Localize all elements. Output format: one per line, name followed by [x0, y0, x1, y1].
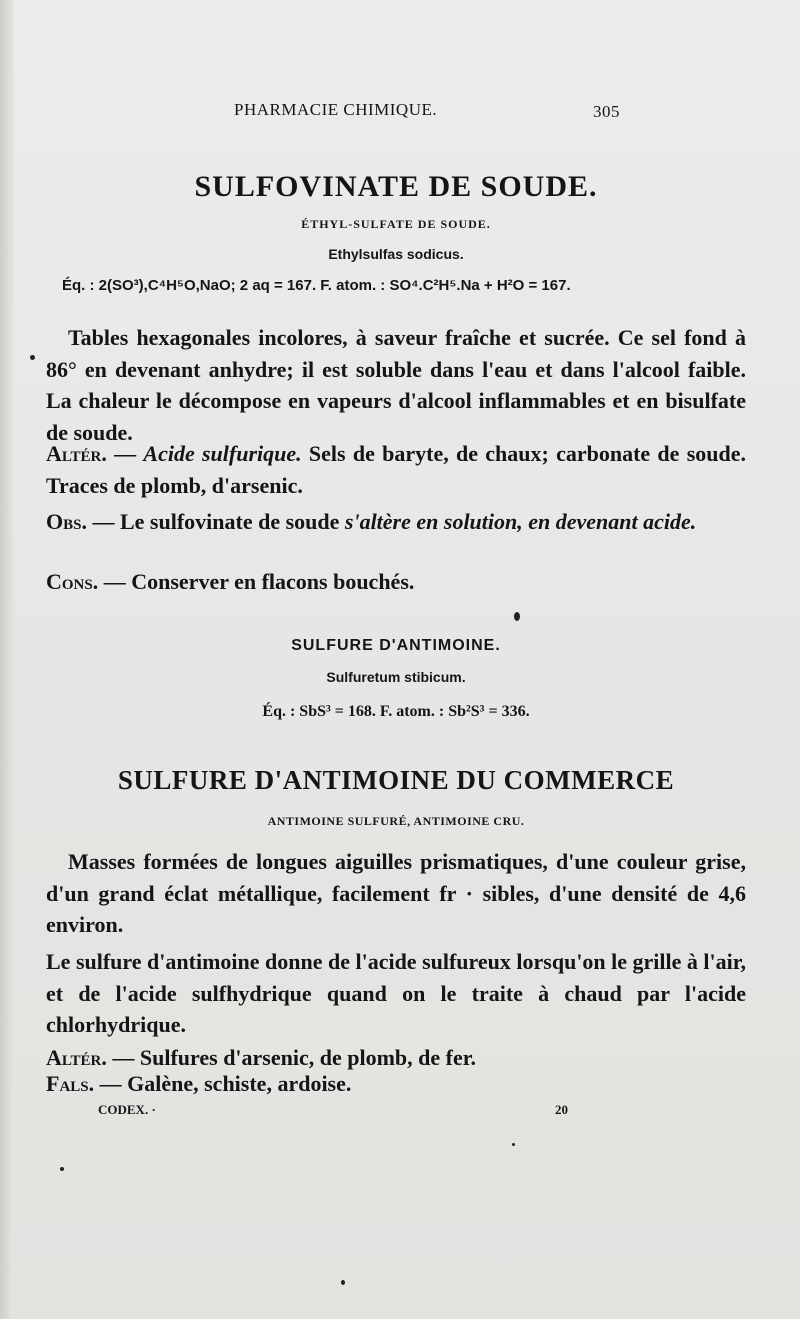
paragraph-description-sulfovinate: Tables hexagonales incolores, à saveur fraîche et sucrée. Ce sel fond à 86° en devenant anhydre; il est soluble dans l'eau et dans l'alcool faible. La chaleur le décompose en vapeurs d'alcool inflammables et en bisulfate de soude. [46, 325, 746, 445]
ink-speck [30, 355, 35, 360]
ink-speck [512, 1143, 515, 1146]
obs-label: Obs. [46, 509, 87, 534]
alter-label-antimoine: Altér. [46, 1045, 107, 1070]
section-title-antimoine-commerce: SULFURE D'ANTIMOINE DU COMMERCE [117, 765, 675, 795]
paragraph-observation [46, 506, 746, 538]
page-number: 305 [593, 102, 620, 121]
page-edge-shadow [0, 0, 14, 1319]
equation-sulfovinate: Éq. : 2(SO³),C⁴H⁵O,NaO; 2 aq = 167. F. atom. : SO⁴.C²H⁵.Na + H²O = 167. [62, 277, 571, 294]
section-subtitle-sulfovinate: ÉTHYL-SULFATE DE SOUDE. [301, 217, 491, 231]
signature-mark: CODEX. · [98, 1102, 156, 1117]
running-head-title: PHARMACIE CHIMIQUE. [234, 100, 438, 119]
cons-text: — Conserver en flacons bouchés. [98, 569, 415, 594]
sheet-number: 20 [555, 1102, 568, 1117]
page-footer [46, 1102, 746, 1122]
ink-speck [341, 1280, 345, 1285]
obs-text: — Le sulfovinate de soude [86, 509, 345, 534]
ink-speck [514, 612, 520, 621]
paragraph-description-antimoine: Masses formées de longues aiguilles prismatiques, d'une couleur grise, d'un grand éclat métallique, facilement fr · sibles, d'une densité de 4,6 environ. [46, 849, 746, 937]
paragraph-reaction-antimoine: Le sulfure d'antimoine donne de l'acide sulfureux lorsqu'on le grille à l'air, et de l'acide sulfhydrique quand on le traite à chaud par l'acide chlorhydrique. [46, 949, 746, 1037]
cons-label: Cons. [46, 569, 99, 594]
section-subtitle-antimoine-commerce: ANTIMOINE SULFURÉ, ANTIMOINE CRU. [267, 814, 525, 828]
paragraph-conservation [46, 566, 746, 598]
equation-sulfure-antimoine: Éq. : SbS³ = 168. F. atom. : Sb²S³ = 336. [262, 703, 530, 720]
latin-name-sulfovinate: Ethylsulfas sodicus. [328, 246, 464, 262]
obs-italic: s'altère en solution, en devenant acide. [344, 509, 697, 534]
paragraph-alteration-sulfovinate [46, 438, 746, 501]
fals-label: Fals. [46, 1071, 95, 1096]
alter-dash: — [106, 441, 144, 466]
alter-italic: Acide sulfurique. [143, 441, 302, 466]
fals-text: — Galène, schiste, ardoise. [94, 1071, 352, 1096]
alter-label: Altér. [46, 441, 107, 466]
paragraph-falsification-antimoine [46, 1068, 746, 1100]
alter-rest: Sels de baryte, de chaux; carbonate de soude. Traces de plomb, d'arsenic. [46, 441, 747, 498]
latin-name-sulfure-antimoine: Sulfuretum stibicum. [326, 669, 466, 685]
section-title-sulfovinate: SULFOVINATE DE SOUDE. [194, 170, 598, 203]
running-head [46, 100, 746, 124]
alter-text-antimoine: — Sulfures d'arsenic, de plomb, de fer. [106, 1045, 476, 1070]
section-title-sulfure-antimoine: SULFURE D'ANTIMOINE. [291, 637, 501, 654]
ink-speck [60, 1167, 64, 1171]
